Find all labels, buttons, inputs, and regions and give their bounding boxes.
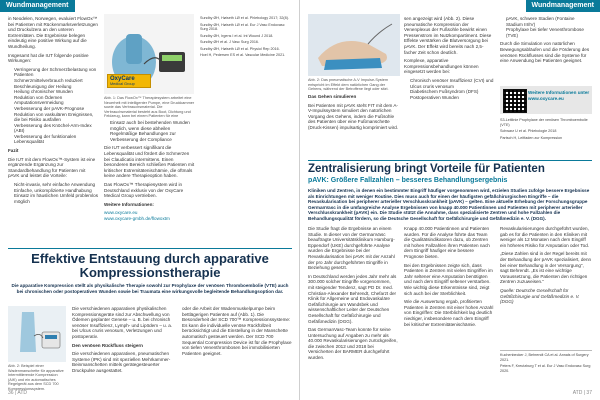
list-item: • Prophylaxe bei tiefer Venenthrombose (TVE): [506, 27, 592, 38]
intro-paragraph: in Neodelen, Norwegen, evaluiert FlowOx™ bei Patienten mit Rückenmarksverletzungen und Druckulzera an den unteren Extremitäten. Die Ergebnisse belegen eindeutig eine positive Wirkung auf die Wundheilung.: [8, 16, 98, 49]
info-box-label[interactable]: Weitere Informationen unter www.oxycare.eu: [528, 90, 590, 101]
paragraph: Revaskularisierungen durchgeführt wurden, gab es für die Patienten in den Kliniken mit weniger als 12 Monaten nach dem Eingriff ein höheres Risiko für Amputation oder Tod.: [500, 226, 590, 248]
paragraph: sen angezeigt wird (Abb. 2). Diese pneumatische Kompression der Venenplexus der Fußsohle bewirkt einen Pressenstrom im Nutzkompartiment. Diese Effekte verstärken die Blutversorgung bei pAVK. Der Effekt wird bereits nach 2,5-facher Zeit schon deutlich.: [404, 16, 492, 55]
list-item: • Reduktion von vaskulären Ereignissen, die bei Risiko ausfallen: [14, 112, 98, 123]
reference-item: S3-Leitlinie Prophylaxe der venösen Thromboembolie (VTE): [500, 118, 588, 127]
section-title: Effektive Entstauung durch apparative Kompressionstherapie: [31, 251, 269, 280]
article-title: Zentralisierung bringt Vorteile für Patienten: [308, 163, 545, 175]
references-list: [500, 118, 592, 158]
left-col-2: [104, 120, 196, 230]
list-item: • pAVK, schwere Stadien (Fontaine Stadium III/IV): [506, 16, 592, 27]
references-list: [500, 350, 592, 389]
fazit-list: [8, 182, 98, 204]
av-impulse-photo: [308, 14, 400, 76]
fazit-paragraph: Die IUT mit dem FlowOx™-System ist eine ergänzende Ergänzung zur Standardbehandlung für Patienten mit pAVK und leistet die Vorteile:: [8, 156, 96, 179]
paragraph: Bei Patienten mit pAVK steht FIT mit dem A-V-Impulssystem simuliert den natürlichen Vorgang des Gehens, indem die Fußsohle des Patienten über eine Fußmanschette (Druck-Kissen) impulsartig komprimiert wird.: [308, 102, 399, 130]
logo-wordmark: OxyCare: [110, 76, 135, 82]
flowox-device-photo: [104, 14, 194, 94]
list-item: • Verbesserung der funktionalen Lebensqualität: [14, 134, 98, 145]
paragraph: Die IUT verbessert signifikant die Lebensqualität und fördert die Schmerzen bei Claudicatio intermittens. Einen besonderen Bereich schließen Patienten mit kritischer Extremitätenischämie, die oftmals keine andere Therapieoption haben.: [104, 145, 195, 179]
indications-list: [404, 78, 496, 100]
paragraph: Bei den Ergebnissen zeigte sich, dass Patienten in Zentren mit vielen Eingriffen im Jahr seltener eine Amputation benötigten und nach dem Eingriff seltener verstarben. Wie wichtig diese Erkenntnisse sind, zeigt sich auch bei der Sterblichkeit.: [404, 262, 493, 296]
compression-device-photo: [8, 306, 66, 362]
reference-item: Sundby ØH et al. J Vasc Surg 2016.: [200, 40, 259, 44]
foot-pump-illustration: [308, 14, 400, 76]
list-item: • Heilung chronischer Wunden: [14, 89, 98, 95]
fazit-heading: Fazit: [8, 148, 19, 154]
indications-list: [500, 16, 592, 38]
page-number: 36 | ATD: [8, 390, 27, 396]
section2-col-1: [72, 306, 176, 392]
article-col-1: [308, 226, 398, 388]
paragraph: Das FlowOx™ Therapiesystem wird in Deutschland exklusiv von der OxyCare Medical Group vertrieben.: [104, 181, 184, 199]
reference-item: Sundby ØH, Høiseth LØ et al. Eur J Vasc Endovasc Surg 2018.: [200, 22, 285, 31]
reference-item: Partsch H, Leitfaden zur Kompression: [500, 135, 563, 140]
paragraph: In Deutschland werden jedes Jahr mehr als 300.000 solcher Eingriffe vorgenommen, mit steigender Tendenz, sagt PD Dr. med. Christian-Alexander Behrendt, Chefarzt der Klinik für Allgemeine und Endovaskuläre Gefäßchirurgie am Wandsbek und wissenschaftlicher Leiter der Deutschen Gesellschaft für Gefäßchirurgie und Gefäßmedizin (DGG).: [308, 273, 397, 324]
section2-col-2: [182, 306, 292, 392]
reference-item: Sundby ØH, Irgens I et al. Int Wound J 2018.: [200, 33, 274, 38]
paragraph: Knapp 40.000 Patientinnen und Patienten wurden. Für die Analyse führte das Team die Qualitätsindikatoren dazu, ob Zentren mit hohen Fallzahlen ihren Patienten nach dem Eingriff häufiger eine bessere Prognose bieten.: [404, 226, 490, 259]
reference-item: Sundby ØH, Høiseth LØ et al. Physiol Rep 2016.: [200, 46, 280, 51]
section-divider: [308, 160, 592, 161]
section-divider: [8, 248, 292, 249]
list-item: • Amputationsvermeidung: [14, 100, 98, 106]
right-col-2: [404, 16, 496, 158]
reference-item: Kuchenbecker J, Behrendt CA et al. Annals of Surgery 2021.: [500, 353, 589, 362]
list-item: • Diabetischem Fußsyndrom (DFS): [410, 89, 496, 95]
section-header-tab: Wundmanagement: [526, 0, 600, 12]
reference-item: Hoel H, Pedersen ES et al. Vascular Medicine 2021.: [200, 53, 286, 57]
list-item: • Verbesserung der pAVK-Prognose: [14, 106, 98, 112]
list-item: • Postoperativen Wunden: [410, 95, 496, 101]
right-col-1: [308, 94, 400, 158]
section-lead: Die apparative Kompression stellt als physikalische Therapie sowohl zur Prophylaxe der venösen Thromboembolie (VTE) auch bei chronischen oder postoperativen Wunden sowie bei Traumata eine wirkungsvolle begleitende Behandlungsoption dar.: [11, 283, 289, 294]
list-item: • Einfache, unkomplizierte Handhabung: [14, 188, 98, 194]
subheading: Den venösen Rückfluss steigern: [72, 342, 143, 348]
page-number: ATD | 37: [572, 390, 592, 396]
paragraph: oder die Arbeit der Wadenmuskelpumpe beim bettlägerigen Patienten auf (Abb. 1). Die Besonderheit der SCD 700™ Kompressionssysteme: Es kann die individuelle venöse Rückfüllzeit berücksichtigt und die Einstellung in der Manschette automatisch gesteuert werden. Der SCD 700 Sequential Compression Device ist für die Prophylaxe von tiefen Venenthrombosen bei immobilisierten Patienten geeignet.: [182, 306, 292, 356]
calf-sleeve-shape: [20, 312, 36, 352]
article-col-3: [500, 226, 592, 346]
left-col-1: [8, 16, 98, 216]
paragraph: Das GermanVasc-Team konnte für seine Untersuchung auf Angaben zu mehr als 40.000 Revaskularisierungen zurückgreifen, die zwischen 2012 und 2018 bei Versicherten der BARMER durchgeführt wurden.: [308, 327, 398, 361]
qr-code-icon[interactable]: [503, 89, 527, 113]
list-item: • Verringerung der Schmerzbelastung von Patienten: [14, 67, 98, 78]
paragraph: Die Studie fragt die Ergebnisse an einem Studie. In dieser von der GermanVasc beauftragte Universitätsklinikum Hamburg-Eppendorf (UKE) durchgeführte Analyse wurden die Ergebnisse bei der Revaskularisation bei pAVK mit der Anzahl der pro Jahr durchgeführten Eingriffe in Beziehung gesetzt.: [308, 226, 395, 271]
list-item: • Nicht-invasiv, sehr einfache Anwendung: [14, 182, 98, 188]
reference-item: Schwarz U et al. Phlebologie 2018: [500, 129, 557, 133]
figure-caption: Abb. 2: Beispiel einer Wadenmanschette für apparative Intermittierende Kompression (AIK) und ein automatisches Regelgerät aus dem SCD 700 Kompressionssystem.: [8, 364, 64, 391]
paragraph: Die verschiedenen apparativen physikalischen Kompressionsgeräte sind zur Abschwellung von Ödemen geplanter Genese – u. B. bei chronisch venöser Insuffizienz, Lymph- und Lipödem – u. a. bei Ulcus cruris venosum, Verletzungen und postoperativ.: [72, 306, 173, 339]
right-page: [300, 0, 600, 400]
more-info-label: Weitere Informationen:: [104, 201, 154, 207]
reference-item: Sundby ØH, Høiseth LØ et al. Phlebology 2017; 32(8).: [200, 16, 289, 20]
source-note: Quelle: Deutsche Gesellschaft für Gefäßchirurgie und Gefäßmedizin e. V. (DGG): [500, 287, 580, 305]
info-link[interactable]: www.oxycare-gmbh.de/flowoxtm: [104, 215, 170, 221]
list-item: • Regelmäßige Behandlungen zur Verbesserung der Compliance: [110, 131, 196, 142]
reference-item: Peters F, Kreutzburg T et al. Eur J Vasc Endovasc Surg 2020.: [500, 364, 591, 373]
article-col-2: [404, 226, 494, 388]
list-item: • Verbesserung des Knöchel-Arm-Index (ABI): [14, 123, 98, 134]
subheading: Das Gehen simulieren: [308, 94, 357, 99]
references-list: [200, 16, 292, 216]
article-subtitle: pAVK: Größere Fallzahlen – besseres Behandlungsergebnis: [308, 177, 508, 184]
figure-caption: Abb. 1: Das FlowOx™ Therapiesystem arbeitet eine Neuerheit mit intelligenter Pumpe, eine Druckkammer sowie das Verbrauchsmaterial. Die Verbrauchsmaterial besteht aus Boot, Dichtung und Feldzeug, kann bei einem Patienten für eine: [104, 96, 195, 118]
paragraph: „Diese Zahlen sind in der Regel bereits mit der Behandlung der pAVK spezialisiert, denn bei einer Behandlung in der Versorgung“, sagt Behrendt. „Es ist eine wichtige Voraussetzung, die Patienten den richtigen Zentren zuzuweisen.“: [500, 251, 592, 285]
controller-shape: [42, 332, 60, 348]
list-item: • Einsatz auch bei bestehenden Wunden möglich, wenn diese abheilen: [110, 120, 196, 131]
oxycare-logo-badge: [107, 74, 151, 88]
figure-caption: Abb. 2: Das pneumatische A-V Impulse-System entspricht im Effekt dem natürlichen Gang der Gehens, während der Betroffene liegt oder sitzt.: [308, 78, 389, 92]
section-header-tab: Wundmanagement: [0, 0, 75, 12]
compression-illustration: [8, 306, 66, 362]
logo-subtitle: Medical Group: [110, 82, 135, 86]
effects-list: [8, 67, 98, 145]
paragraph: Wie die Auswertung ergab, profitierten Patienten in Zentren mit einer hohen Anzahl von Eingriffen: Die Sterblichkeit lag deutlich niedriger, insbesondere nach dem Eingriff bei kritischer Extremitätenischämie.: [404, 299, 494, 327]
right-col-3: [500, 16, 592, 82]
benefits-list: [104, 120, 196, 142]
article-lead: Kliniken und Zentren, in denen ein bestimmter Eingriff häufiger vorgenommen wird, erzielen Studien zufolge bessere Ergebnisse als Einrichtungen mit weniger Routine. Dies muss auch für einen der häufigsten gefäßchirurgischen Eingriffe – die Revaskularisation bei peripherer arterieller Verschlusskrankheit (pAVK) – gelten. Eine aktuelle Erhebung der Forschungsgruppe GermanVasc in die umfangreiche Analyse Ergebnissen von knapp 40.000 Patientinnen und Patienten mit peripherer arterieller Verschlusskrankheit (pAVK) ein. Die Studie stützt die Annahme, dass spezialisierte Zentren und hohe Fallzahlen die Behandlungsqualität fördern, so die Deutsche Gesellschaft für Gefäßchirurgie und Gefäßmedizin e. V. (DGG).: [308, 188, 590, 221]
info-link[interactable]: www.oxycare.eu: [104, 210, 138, 216]
list-item: • Schmerzmittelverbrauch reduziert: [14, 78, 98, 84]
list-item: • Einsatz im häuslichen Umfeld problemlos möglich: [14, 193, 98, 204]
list-item: • Chronisch venöser Insuffizienz (CVI) und Ulcus cruris venosum: [410, 78, 496, 89]
list-item: • Reduktion von Ödemen: [14, 95, 98, 101]
paragraph: Die verschiedenen apparativen, pneumatischen Systeme (IPK) sind mit speziellen Mehrkammer-Beinmanschetten mittels gerätegesteuerter Druckpulse ausgestattet.: [72, 351, 171, 373]
foot-cuff-shape: [324, 58, 382, 70]
effects-intro: Insgesamt hat die IUT folgende positive Wirkungen:: [8, 52, 89, 64]
paragraph: Durch die Simulation von natürlichen Bewegungsabläufen und die Förderung des venösen Rückflusses sind die Systeme für eine Anwendung bei Patienten geeignet.: [500, 41, 590, 64]
list-item: • Beschleunigung der Heilung: [14, 84, 98, 90]
paragraph: Komplexe, apparative Kompressionsbehandlungen können eingesetzt werden bei:: [404, 58, 479, 75]
